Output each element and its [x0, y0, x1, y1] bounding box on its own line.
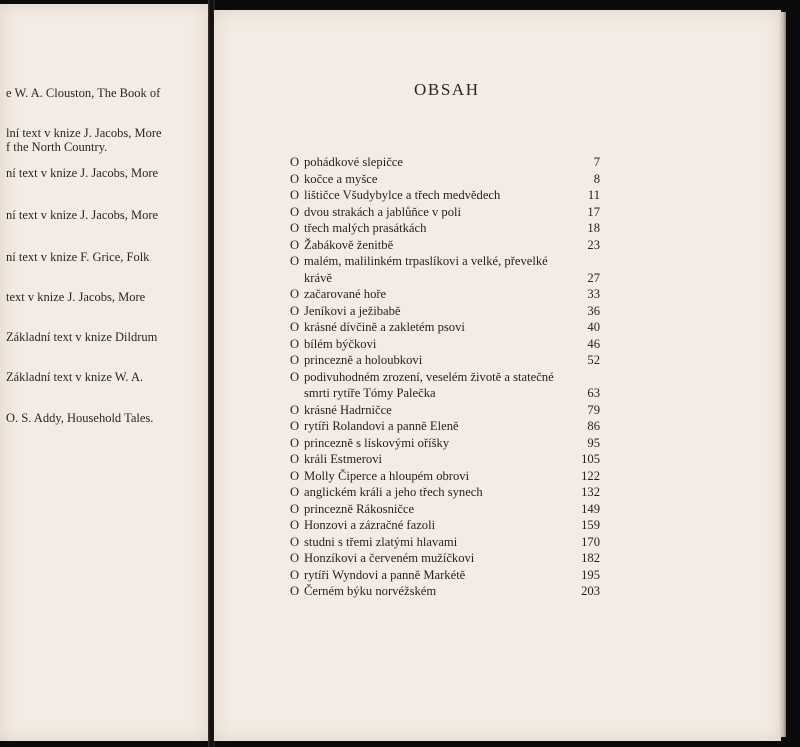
- toc-entry-title: [304, 484, 574, 501]
- left-page-line-text: Základní text v knize Dildrum: [6, 330, 158, 344]
- toc-entry-title-line: Černém býku norvéžském: [304, 584, 437, 598]
- toc-entry-page-number: 8: [593, 171, 600, 186]
- toc-entry-page-number: 105: [581, 452, 600, 466]
- toc-entry-page-number: 33: [587, 287, 600, 301]
- toc-entry: [290, 204, 600, 221]
- toc-entry-prefix: O: [290, 567, 300, 582]
- toc-entry-title-line: princezně a holoubkovi: [304, 353, 423, 367]
- toc-entry-title: [304, 402, 574, 419]
- toc-entry-title-line: malém, malilinkém trpaslíkovi a velké, převelké: [304, 254, 548, 268]
- toc-entry-title-line: krásné dívčině a zakletém psovi: [304, 320, 465, 334]
- toc-entry-title: [304, 435, 574, 452]
- left-page-line: [6, 330, 157, 344]
- toc-entry-prefix: O: [290, 336, 300, 351]
- toc-entry: [290, 336, 600, 353]
- left-page-line-text: lní text v knize J. Jacobs, More: [6, 126, 162, 140]
- toc-entry-page-number: 122: [581, 468, 600, 483]
- toc-entry-page-number: 182: [581, 551, 600, 565]
- toc-entry-title-line: rytíři Rolandovi a panně Eleně: [304, 419, 459, 433]
- left-page-line: [6, 166, 158, 180]
- toc-entry-title-line: začarované hoře: [304, 287, 387, 301]
- toc-entry-page-number: 86: [587, 419, 600, 433]
- toc-entry: [290, 303, 600, 320]
- toc-entry-page-number: 149: [581, 501, 600, 516]
- toc-entry-title-line: princezně s lískovými oříšky: [304, 435, 450, 450]
- contents-heading: OBSAH: [414, 80, 480, 99]
- toc-entry-title-line: Honzíkovi a červeném mužíčkovi: [304, 551, 475, 565]
- toc-entry-title: [304, 369, 574, 402]
- toc-entry-page-number: 46: [587, 336, 600, 351]
- toc-entry-title: [304, 550, 574, 567]
- toc-entry-title: [304, 204, 574, 221]
- toc-entry-title: [304, 583, 574, 600]
- toc-entry-title: [304, 319, 574, 336]
- toc-entry-title-line: rytíři Wyndovi a panně Markétě: [304, 567, 466, 582]
- toc-entry-title: [304, 286, 574, 303]
- toc-entry-page-number: 18: [587, 221, 600, 235]
- toc-entry-page-number: 195: [581, 567, 600, 582]
- left-page-line: [6, 370, 143, 384]
- toc-entry-title: [304, 517, 574, 534]
- toc-entry-page-number: 159: [581, 518, 600, 532]
- toc-entry-title: [304, 171, 574, 188]
- toc-entry-title-line: Molly Čiperce a hloupém obrovi: [304, 468, 470, 483]
- toc-entry-prefix: O: [290, 287, 300, 301]
- toc-entry-title: [304, 352, 574, 369]
- toc-entry-page-number: 23: [587, 237, 600, 252]
- toc-entry-title-line: podivuhodném zrození, veselém životě a statečné: [304, 369, 554, 384]
- toc-entry-title: [304, 253, 574, 286]
- toc-entry: [290, 220, 600, 237]
- toc-entry-prefix: O: [290, 369, 300, 384]
- toc-entry: [290, 451, 600, 468]
- toc-entry: [290, 468, 600, 485]
- toc-entry-page-number: 40: [587, 320, 600, 334]
- toc-entry-prefix: O: [290, 501, 300, 516]
- toc-entry-title-line: studni s třemi zlatými hlavami: [304, 534, 458, 549]
- toc-entry-prefix: O: [290, 254, 300, 268]
- toc-entry-title-line: králi Estmerovi: [304, 452, 382, 466]
- toc-entry: [290, 286, 600, 303]
- toc-entry: [290, 534, 600, 551]
- toc-entry-page-number: 11: [587, 188, 600, 202]
- left-page-line: [6, 411, 153, 425]
- toc-entry-title: [304, 418, 574, 435]
- left-page-line-text: ní text v knize J. Jacobs, More: [6, 166, 159, 180]
- toc-entry-title: [304, 501, 574, 518]
- toc-entry-prefix: O: [290, 551, 300, 565]
- toc-entry-title-line: anglickém králi a jeho třech synech: [304, 485, 483, 499]
- left-page-line-text: text v knize J. Jacobs, More: [6, 290, 146, 304]
- toc-entry-page-number: 36: [587, 303, 600, 318]
- toc-entry-title-line: Honzovi a zázračné fazoli: [304, 518, 436, 532]
- left-page-line: [6, 290, 145, 304]
- left-page-line: [6, 86, 160, 100]
- toc-entry-page-number: 27: [587, 270, 600, 285]
- toc-entry-prefix: O: [290, 485, 300, 499]
- left-page-line: [6, 250, 149, 264]
- toc-entry-prefix: O: [290, 435, 300, 450]
- toc-entry: [290, 435, 600, 452]
- toc-entry-prefix: O: [290, 534, 300, 549]
- toc-entry: [290, 352, 600, 369]
- toc-entry-prefix: O: [290, 303, 300, 318]
- toc-entry-title-line: Jeníkovi a ježibabě: [304, 303, 401, 318]
- toc-entry: [290, 253, 600, 286]
- toc-entry-title: [304, 468, 574, 485]
- toc-entry-prefix: O: [290, 518, 300, 532]
- toc-entry-page-number: 17: [587, 204, 600, 219]
- left-page-line-text: O. S. Addy, Household Tales.: [6, 411, 154, 425]
- toc-entry-title-line: lištičce Všudybylce a třech medvědech: [304, 188, 501, 202]
- left-page-line: [6, 208, 158, 222]
- toc-entry-prefix: O: [290, 237, 300, 252]
- toc-entry-title-line: třech malých prasátkách: [304, 221, 427, 235]
- toc-entry-title: [304, 154, 574, 171]
- toc-entry-page-number: 170: [581, 534, 600, 549]
- toc-entry: [290, 501, 600, 518]
- toc-entry-title-line: Žabákově ženitbě: [304, 237, 394, 252]
- left-page: [0, 4, 209, 741]
- left-page-line-text: f the North Country.: [6, 140, 108, 154]
- toc-entry: [290, 237, 600, 254]
- toc-entry: [290, 187, 600, 204]
- toc-entry-page-number: 95: [587, 435, 600, 450]
- toc-entry: [290, 550, 600, 567]
- toc-entry-prefix: O: [290, 452, 300, 466]
- toc-entry-title: [304, 336, 574, 353]
- toc-entry: [290, 567, 600, 584]
- toc-entry-prefix: O: [290, 188, 300, 202]
- toc-entry-prefix: O: [290, 468, 300, 483]
- toc-entry: [290, 583, 600, 600]
- toc-entry: [290, 154, 600, 171]
- toc-entry-page-number: 132: [581, 485, 600, 499]
- toc-entry: [290, 369, 600, 402]
- toc-entry-title: [304, 451, 574, 468]
- toc-entry: [290, 418, 600, 435]
- page-edge: [779, 12, 786, 737]
- toc-entry: [290, 319, 600, 336]
- toc-entry: [290, 517, 600, 534]
- toc-entry-prefix: O: [290, 221, 300, 235]
- left-page-line-text: Základní text v knize W. A.: [6, 370, 144, 384]
- toc-entry-prefix: O: [290, 353, 300, 367]
- toc-entry-prefix: O: [290, 419, 300, 433]
- table-of-contents: [290, 154, 600, 600]
- left-page-line-text: ní text v knize F. Grice, Folk: [6, 250, 150, 264]
- toc-entry-prefix: O: [290, 171, 300, 186]
- toc-entry-page-number: 52: [587, 353, 600, 367]
- toc-entry-title-line: pohádkové slepičce: [304, 155, 403, 169]
- toc-entry: [290, 402, 600, 419]
- toc-entry-title-line: krávě: [304, 270, 332, 285]
- toc-entry-prefix: O: [290, 155, 300, 169]
- left-page-line-text: e W. A. Clouston, The Book of: [6, 86, 161, 100]
- left-page-line-text: ní text v knize J. Jacobs, More: [6, 208, 159, 222]
- toc-entry-title: [304, 303, 574, 320]
- toc-entry-title: [304, 567, 574, 584]
- left-page-line: [6, 126, 162, 154]
- toc-entry-title: [304, 237, 574, 254]
- toc-entry-prefix: O: [290, 320, 300, 334]
- toc-entry-title-line: kočce a myšce: [304, 171, 378, 186]
- toc-entry-title: [304, 187, 574, 204]
- toc-entry: [290, 484, 600, 501]
- toc-entry-prefix: O: [290, 584, 300, 598]
- toc-entry-prefix: O: [290, 204, 300, 219]
- toc-entry-title-line: princezně Rákosničce: [304, 501, 415, 516]
- toc-entry-title-line: bílém býčkovi: [304, 336, 377, 351]
- toc-entry-title-line: smrti rytíře Tómy Palečka: [304, 386, 436, 400]
- toc-entry-page-number: 203: [581, 584, 600, 598]
- toc-entry-title-line: krásné Hadrničce: [304, 402, 392, 417]
- toc-entry-title: [304, 220, 574, 237]
- toc-entry-title: [304, 534, 574, 551]
- toc-entry-page-number: 79: [587, 402, 600, 417]
- toc-entry-prefix: O: [290, 402, 300, 417]
- toc-entry: [290, 171, 600, 188]
- toc-entry-page-number: 63: [587, 386, 600, 400]
- toc-entry-page-number: 7: [593, 155, 600, 169]
- toc-entry-title-line: dvou strakách a jablůňce v poli: [304, 204, 462, 219]
